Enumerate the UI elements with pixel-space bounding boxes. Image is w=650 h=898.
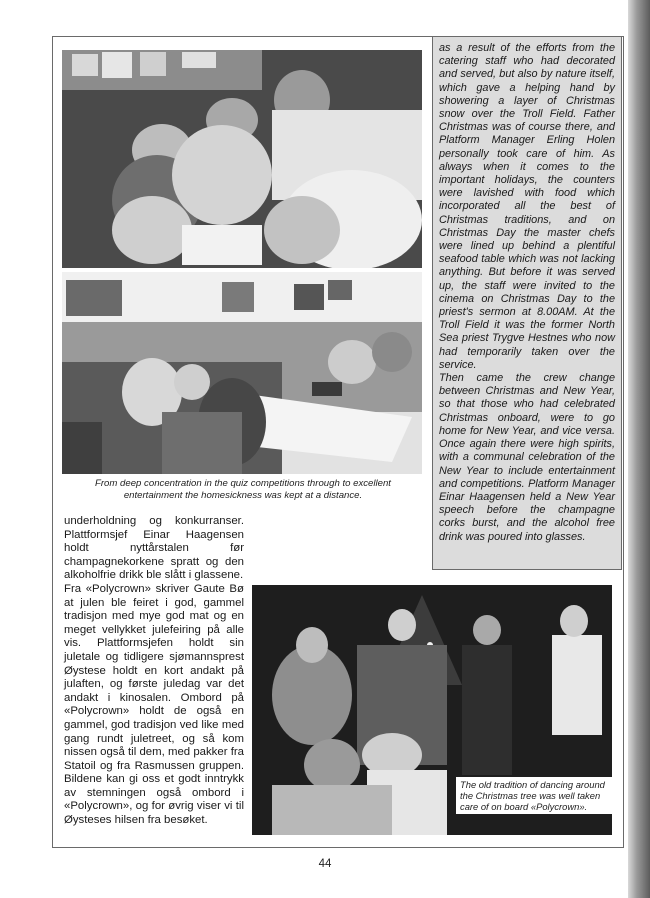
audience-photo [62, 272, 422, 474]
dance-photo-caption: The old tradition of dancing around the Christmas tree was well taken care of on board «Polycrown». [456, 777, 614, 814]
quiz-photo [62, 50, 422, 268]
english-sidebar [432, 36, 622, 570]
norwegian-article-text [64, 515, 244, 828]
page-number: 44 [318, 858, 332, 870]
quiz-photo-caption: From deep concentration in the quiz competitions through to excellent entertainment the homesickness was kept at a distance. [95, 478, 391, 501]
body-paragraph: underholdning og konkurranser. Plattformsjef Einar Haagensen holdt nyttårstalen før champagnekorkene spratt og den alkoholfrie drikk ble slått i glassene. [64, 515, 244, 582]
body-paragraph: Fra «Polycrown» skriver Gaute Bø at julen ble feiret i god, gammel tradisjon med mye god mat og en meget vellykket julefeiring på alle vis. Plattformsjefen holdt sin juletale og tidligere sjømannsprest Øystese holdt en kort andakt på julaften, og første juledag var det andakt i kinosalen. Ombord på «Polycrown» holdt de også en gammel, god tradisjon ved like med gang rundt juletreet, og så kom nissen også til dem, med pakker fra Statoil og fra Rasmussen gruppen. Bildene kan gi oss et godt inntrykk av stemningen også ombord i «Polycrown», og for øvrig viser vi til Øysteses hilsen fra besøket. [64, 582, 244, 827]
sidebar-paragraph: Then came the crew change between Christmas and New Year, so that those who had celebrated Christmas onboard, were to go home for New Year, and vice versa. Once again there were high spirits, with a communal celebration of the New Year to include entertainment and competitions. Platform Manager Einar Haagensen held a New Year speech before the champagne corks burst, and the alcohol free drink was poured into glasses. [439, 372, 615, 543]
sidebar-paragraph: as a result of the efforts from the catering staff who had decorated and served, but also by nature itself, which gave a helping hand by showering a layer of Christmas snow over the Troll Field. Father Christmas was of course there, and Platform Manager Erling Holen personally took care of him. As always when it comes to the important holidays, the counters were lavished with food which incorporated all the best of Christmas traditions, and on Christmas Day the master chefs were lined up behind a plentiful seafood table which was not lacking anything. But before it was served up, the staff were invited to the cinema on Christmas Day to the priest's sermon at 8.00AM. At the Troll Field it was the former North Sea priest Trygve Hestnes who now had temporarily taken over the service. [439, 42, 615, 371]
page-edge [628, 0, 650, 898]
